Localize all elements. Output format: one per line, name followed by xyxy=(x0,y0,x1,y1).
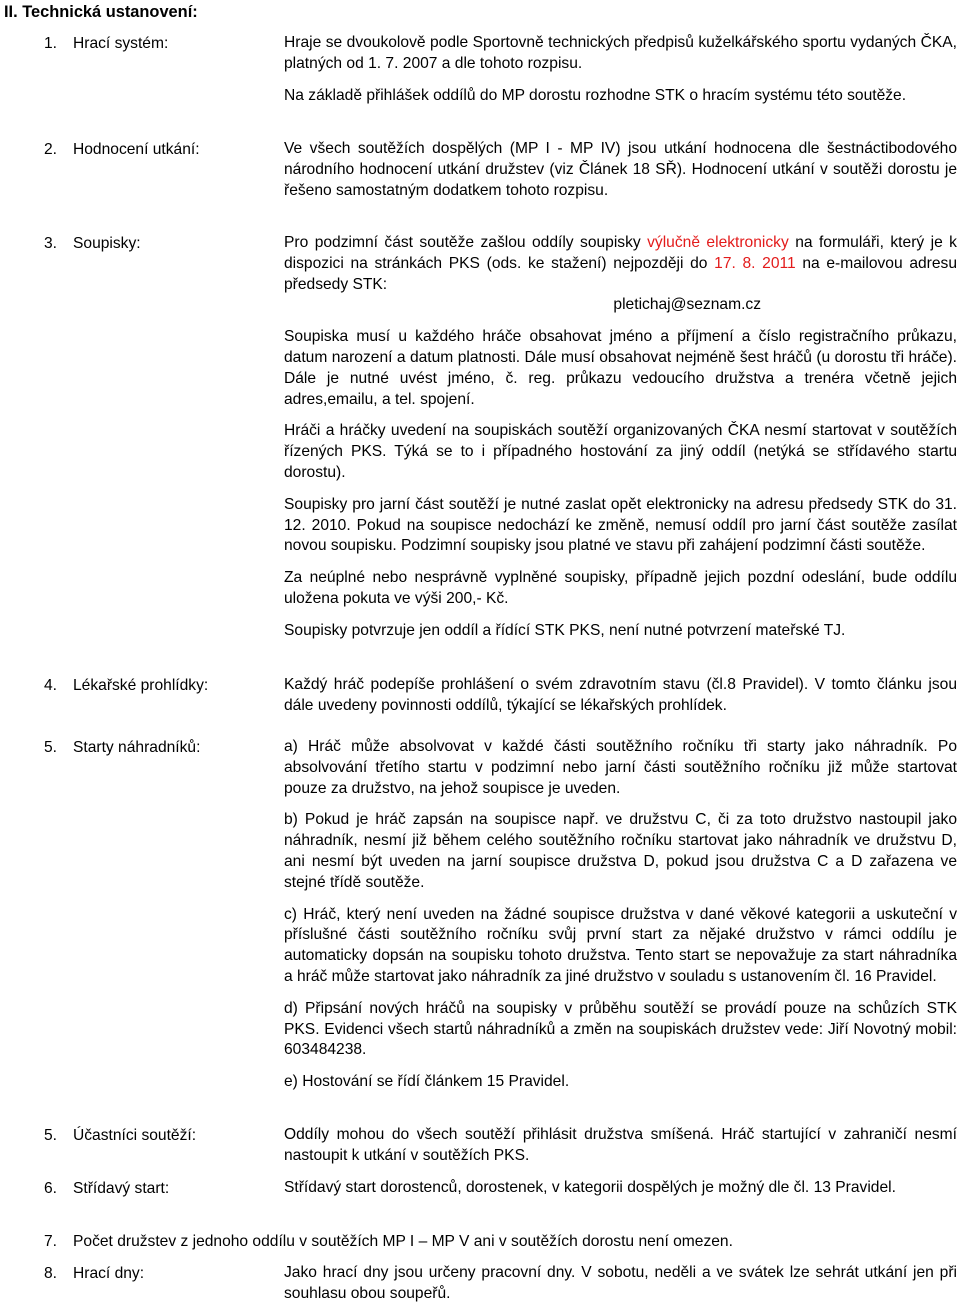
paragraph: d) Připsání nových hráčů na soupisky v průběhu soutěží se provádí pouze na schůzích STK PKS. Evidenci všech startů náhradníků a změn na soupiskách družstev vede: Jiří Novotný mobil: 603484238. xyxy=(284,999,957,1059)
item-number: 5. xyxy=(44,739,58,756)
item-body xyxy=(284,1263,957,1305)
item-label: Lékařské prohlídky: xyxy=(73,677,209,694)
item-label: Starty náhradníků: xyxy=(73,739,201,756)
paragraph: Na základě přihlášek oddílů do MP dorostu rozhodne STK o hracím systému této soutěže. xyxy=(284,86,907,104)
item-body xyxy=(284,233,957,642)
paragraph: Za neúplné nebo nesprávně vyplněné soupisky, případně jejich pozdní odeslání, bude oddílu uložena pokuta ve výši 200,- Kč. xyxy=(284,569,957,607)
paragraph: a) Hráč může absolvovat v každé části soutěžního ročníku tři starty jako náhradník. Po absolvování třetího startu v podzimní nebo jarní části soutěžního ročníku již může startovat pouze za družstvo, na jehož soupisce je uveden. xyxy=(284,738,957,797)
paragraph: Jako hrací dny jsou určeny pracovní dny. V sobotu, neděli a ve svátek lze sehrát utkání jen při souhlasu obou soupeřů. xyxy=(284,1264,957,1302)
paragraph: Každý hráč podepíše prohlášení o svém zdravotním stavu (čl.8 Pravidel). V tomto článku jsou dále uvedeny povinnosti oddílů, týkající se lékařských prohlídek. xyxy=(284,676,957,714)
paragraph: Hráči a hráčky uvedení na soupiskách soutěží organizovaných ČKA nesmí startovat v soutěžích řízených PKS. Týká se to i případného hostování za jiný oddíl (netýká se střídavého startu dorostu). xyxy=(284,422,957,481)
item-label: Hrací systém: xyxy=(73,35,169,52)
highlight-deadline: 17. 8. 2011 xyxy=(714,254,796,272)
item-body xyxy=(284,1178,957,1199)
item-label: Soupisky: xyxy=(73,235,141,252)
item-full-text: Počet družstev z jednoho oddílu v soutěžích MP I – MP V ani v soutěžích dorostu není omezen. xyxy=(73,1233,733,1250)
item-label: Účastníci soutěží: xyxy=(73,1127,197,1144)
paragraph: Soupisky potvrzuje jen oddíl a řídící STK PKS, není nutné potvrzení mateřské TJ. xyxy=(284,621,846,639)
section-heading: II. Technická ustanovení: xyxy=(4,3,198,21)
item-label: Hrací dny: xyxy=(73,1265,145,1282)
paragraph: Oddíly mohou do všech soutěží přihlásit družstva smíšená. Hráč startující v zahraničí nesmí nastoupit k utkání v soutěžích PKS. xyxy=(284,1126,957,1164)
paragraph: e) Hostování se řídí článkem 15 Pravidel. xyxy=(284,1073,570,1091)
item-body xyxy=(284,1125,957,1167)
item-number: 1. xyxy=(44,35,58,52)
item-number: 3. xyxy=(44,235,58,252)
item-label: Střídavý start: xyxy=(73,1180,170,1197)
text-segment: na e-mailovou adresu předsedy STK: xyxy=(284,254,958,293)
paragraph-deadline xyxy=(284,233,957,295)
item-number: 5. xyxy=(44,1127,58,1144)
paragraph: Střídavý start dorostenců, dorostenek, v kategorii dospělých je možný dle čl. 13 Pravidel. xyxy=(284,1179,896,1196)
highlight-electronic: výlučně elektronicky xyxy=(647,234,789,251)
paragraph: Soupisky pro jarní část soutěží je nutné zaslat opět elektronicky na adresu předsedy STK do 31. 12. 2010. Pokud na soupisce nedochází ke změně, nemusí oddíl pro jarní část soutěže zasílat novou soupisku. Podzimní soupisky jsou platné ve stavu při zahájení podzimní části soutěže. xyxy=(284,495,957,555)
text-segment: Pro podzimní část soutěže zašlou oddíly soupisky xyxy=(284,234,648,251)
item-number: 7. xyxy=(44,1233,58,1250)
email-address: pletichaj@seznam.cz xyxy=(613,296,761,314)
item-number: 2. xyxy=(44,141,58,158)
item-number: 4. xyxy=(44,677,58,694)
item-number: 6. xyxy=(44,1180,58,1197)
item-number: 8. xyxy=(44,1265,58,1282)
paragraph: Hraje se dvoukolově podle Sportovně technických předpisů kuželkářského sportu vydaných ČKA, platných od 1. 7. 2007 a dle tohoto rozpisu. xyxy=(284,34,957,72)
paragraph: Soupiska musí u každého hráče obsahovat jméno a příjmení a číslo registračního průkazu, datum narození a datum platnosti. Dále musí obsahovat nejméně šest hráčů (u dorostu tři hráče). Dále je nutné uvést jméno, č. reg. průkazu vedoucího družstva a trenéra včetně jejich adres,emailu, a tel. spojení. xyxy=(284,328,957,408)
item-label: Hodnocení utkání: xyxy=(73,141,200,158)
item-body xyxy=(284,139,957,201)
text-segment: na formuláři, který je k dispozici na stránkách PKS (ods. ke stažení) nejpozději do xyxy=(284,234,957,272)
paragraph: Ve všech soutěžích dospělých (MP I - MP IV) jsou utkání hodnocena dle šestnáctibodového národního hodnocení utkání družstev (viz Článek 18 SŘ). Hodnocení utkání v soutěži dorostu je řešeno samostatným dodatkem tohoto rozpisu. xyxy=(284,140,957,199)
item-body xyxy=(284,675,957,717)
paragraph: b) Pokud je hráč zapsán na soupisce např. ve družstvu C, či za toto družstvo nastoupil jako náhradník, nesmí již během celého soutěžního ročníku startovat jako náhradník ve družstvu D, ani nesmí být uveden na jarní soupisce družstva D, pokud jsou družstva C a D zařazena ve stejné třídě soutěže. xyxy=(284,811,957,891)
item-body xyxy=(284,737,957,1093)
paragraph: c) Hráč, který není uveden na žádné soupisce družstva v dané věkové kategorii a uskuteční v příslušné části soutěžního ročníku svůj první start za nějaké družstvo v rámci oddílu je automaticky dopsán na soupisku tohoto družstva. Tento start se nepovažuje za start náhradníka a hráč může startovat jako náhradník za jiné družstvo v souladu s ustanovením čl. 16 Pravidel. xyxy=(284,905,957,985)
item-body xyxy=(284,33,957,106)
